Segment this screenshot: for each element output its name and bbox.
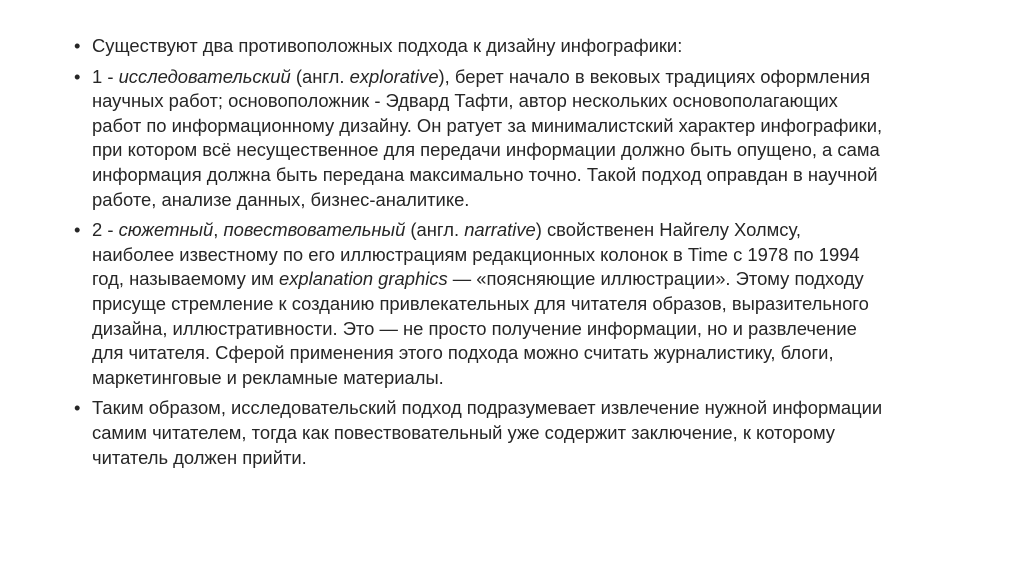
text-run: Таким образом, исследовательский подход подразумевает извлечение нужной информации самим читателем, тогда как повествовательный уже содержит заключение, к которому читатель должен прийти. — [92, 397, 883, 468]
text-run: — «поясняющие иллюстрации». Этому подходу присуще стремление к созданию привлекательных для читателя образов, выразительного дизайна, иллюстративности. Это — не просто получение информации, но и развлечение для читателя. Сферой применения этого подхода можно считать журналистику, блоги, маркетинговые и рекламные материалы. — [92, 268, 869, 388]
text-run-italic: narrative — [464, 219, 536, 241]
text-run: 2 - — [92, 219, 119, 241]
text-run: ), берет начало в вековых традициях оформления научных работ; основоположник - Эдвард Тафти, автор нескольких основополагающих работ по информационному дизайну. Он ратует за минималистский характер инфографики, при котором всё несущественное для передачи информации должно быть опущено, а сама информация должна быть передана максимально точно. Такой подход оправдан в научной работе, анализе данных, бизнес-аналитике. — [92, 65, 883, 210]
text-run-italic: сюжетный — [118, 219, 214, 241]
text-run-italic: explanation graphics — [278, 268, 448, 290]
text-run-italic: исследовательский — [118, 65, 291, 87]
bullet-text — [92, 397, 882, 467]
text-run: ) свойственен Найгелу Холмсу, наиболее известному по его иллюстрациям редакционных колонок в Time с 1978 по 1994 год, называемому им — [92, 219, 860, 290]
bullet-item — [74, 396, 884, 470]
bullet-list — [74, 34, 884, 476]
bullet-item — [74, 65, 884, 213]
bullet-dot: • — [74, 219, 81, 241]
text-run: (англ. — [290, 65, 350, 87]
text-run: Существуют два противоположных подхода к дизайну инфографики: — [92, 35, 683, 56]
bullet-item — [74, 34, 884, 59]
bullet-text — [92, 66, 882, 210]
text-run: 1 - — [92, 65, 119, 87]
bullet-item — [74, 218, 884, 390]
bullet-text — [92, 35, 682, 56]
bullet-text — [92, 219, 869, 388]
bullet-dot: • — [74, 65, 81, 87]
text-run: (англ. — [405, 219, 465, 241]
text-run: , — [213, 219, 224, 241]
text-run-italic: повествовательный — [223, 219, 406, 241]
bullet-dot: • — [74, 397, 81, 419]
text-run-italic: explorative — [349, 65, 439, 87]
bullet-dot: • — [74, 35, 81, 56]
